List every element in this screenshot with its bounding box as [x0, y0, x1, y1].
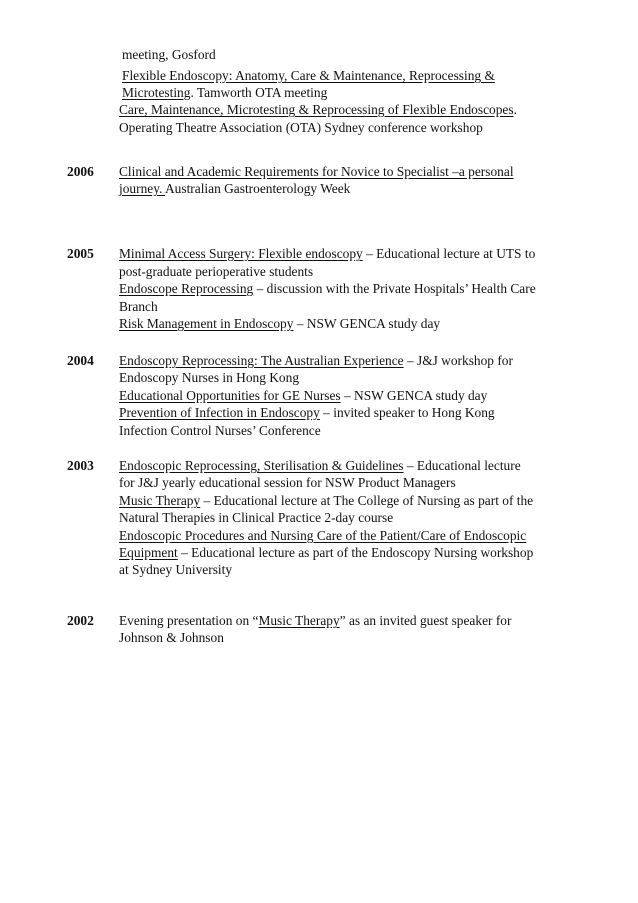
- line-text: – NSW GENCA study day: [293, 316, 441, 331]
- entry-2006-line-1: [119, 163, 514, 181]
- entry-2004-line-1: [119, 352, 513, 370]
- line-text: – Educational lecture as part of the Endoscopy Nursing workshop: [177, 545, 534, 560]
- line-text: Infection Control Nurses’ Conference: [119, 423, 321, 438]
- line-text: at Sydney University: [119, 562, 233, 577]
- line-text: – invited speaker to Hong Kong: [319, 405, 495, 420]
- underlined-title: journey.: [119, 181, 165, 196]
- year-2004: 2004: [67, 353, 94, 368]
- continued-line-2: [122, 67, 495, 85]
- entry-2003-line-7: [119, 561, 232, 579]
- underlined-title: Risk Management in Endoscopy: [119, 316, 294, 331]
- entry-2004-line-5: [119, 422, 321, 440]
- line-text: – Educational lecture: [403, 458, 521, 473]
- entry-2006-line-2: [119, 180, 350, 198]
- underlined-title: Music Therapy: [119, 493, 201, 508]
- underlined-title: Music Therapy: [258, 613, 340, 628]
- line-text: – Educational lecture at The College of Nursing as part of the: [200, 493, 534, 508]
- entry-2004-line-2: [119, 369, 299, 387]
- underlined-title: Microtesting: [122, 85, 191, 100]
- year-2002: 2002: [67, 613, 94, 628]
- line-text: Natural Therapies in Clinical Practice 2-day course: [119, 510, 394, 525]
- entry-2005-line-3: [119, 280, 536, 298]
- line-text: Australian Gastroenterology Week: [165, 181, 351, 196]
- entry-2004-line-4: [119, 404, 495, 422]
- continued-line-1: [122, 46, 216, 64]
- line-text: . Tamworth OTA meeting: [190, 85, 328, 100]
- entry-2002-line-1: [119, 612, 511, 630]
- line-text: Branch: [119, 299, 158, 314]
- entry-2004-line-3: [119, 387, 487, 405]
- line-text: for J&J yearly educational session for NSW Product Managers: [119, 475, 456, 490]
- entry-2002-line-2: [119, 629, 224, 647]
- entry-2003-line-4: [119, 509, 393, 527]
- underlined-title: Clinical and Academic Requirements for Novice to Specialist –a personal: [119, 164, 514, 179]
- underlined-title: Minimal Access Surgery: Flexible endoscopy: [119, 246, 363, 261]
- line-text: .: [513, 102, 517, 117]
- line-text: Evening presentation on “: [119, 613, 259, 628]
- entry-2005-line-2: [119, 263, 313, 281]
- line-text: Johnson & Johnson: [119, 630, 224, 645]
- underlined-title: Endoscope Reprocessing: [119, 281, 254, 296]
- underlined-title: Flexible Endoscopy: Anatomy, Care & Maintenance, Reprocessing &: [122, 68, 495, 83]
- entry-2003-line-6: [119, 544, 533, 562]
- entry-2005-line-1: [119, 245, 535, 263]
- underlined-title: Endoscopic Procedures and Nursing Care of the Patient/Care of Endoscopic: [119, 528, 527, 543]
- entry-2003-line-1: [119, 457, 521, 475]
- entry-2005-line-4: [119, 298, 158, 316]
- line-text: ” as an invited guest speaker for: [339, 613, 512, 628]
- continued-line-5: [119, 119, 483, 137]
- underlined-title: Educational Opportunities for GE Nurses: [119, 388, 341, 403]
- entry-2003-line-2: [119, 474, 456, 492]
- line-text: meeting, Gosford: [122, 47, 216, 62]
- underlined-title: Endoscopy Reprocessing: The Australian Experience: [119, 353, 404, 368]
- line-text: Endoscopy Nurses in Hong Kong: [119, 370, 300, 385]
- entry-2003-line-5: [119, 527, 526, 545]
- entry-2003-line-3: [119, 492, 533, 510]
- entry-2005-line-5: [119, 315, 440, 333]
- line-text: – NSW GENCA study day: [340, 388, 488, 403]
- underlined-title: Equipment: [119, 545, 178, 560]
- line-text: Operating Theatre Association (OTA) Sydney conference workshop: [119, 120, 483, 135]
- year-2006: 2006: [67, 164, 94, 179]
- line-text: – discussion with the Private Hospitals’ Health Care: [253, 281, 536, 296]
- underlined-title: Care, Maintenance, Microtesting & Reprocessing of Flexible Endoscopes: [119, 102, 514, 117]
- line-text: – J&J workshop for: [403, 353, 513, 368]
- continued-line-4: [119, 101, 517, 119]
- year-2005: 2005: [67, 246, 94, 261]
- year-2003: 2003: [67, 458, 94, 473]
- underlined-title: Prevention of Infection in Endoscopy: [119, 405, 320, 420]
- continued-line-3: [122, 84, 327, 102]
- line-text: – Educational lecture at UTS to: [362, 246, 536, 261]
- line-text: post-graduate perioperative students: [119, 264, 314, 279]
- underlined-title: Endoscopic Reprocessing, Sterilisation & Guidelines: [119, 458, 404, 473]
